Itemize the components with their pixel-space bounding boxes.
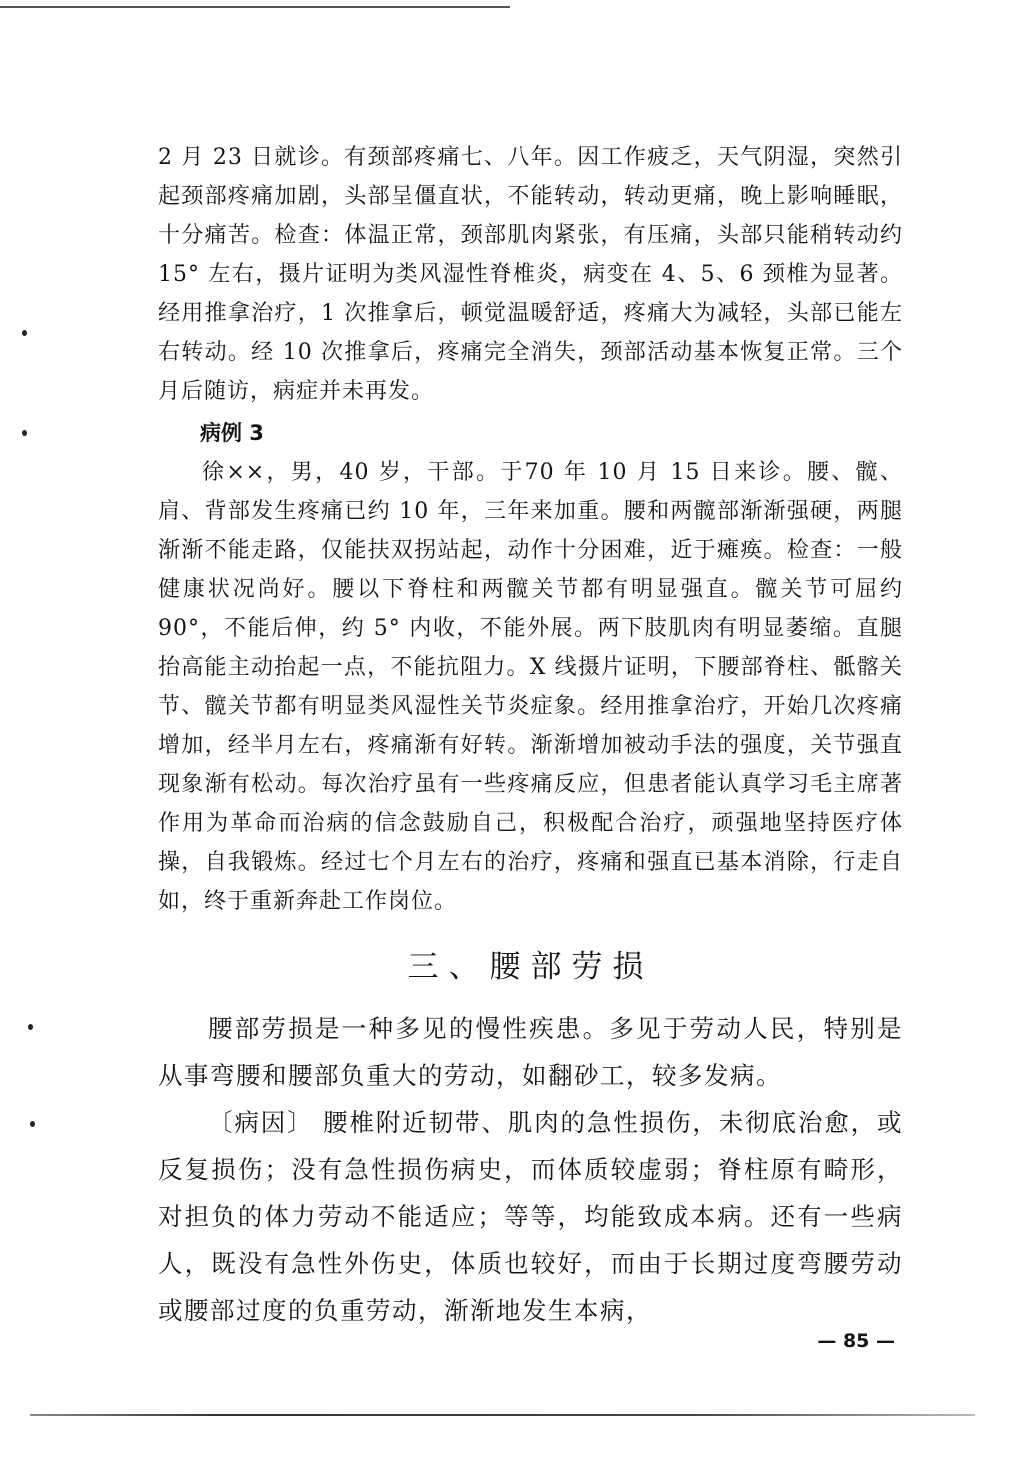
section-intro-paragraph: 腰部劳损是一种多见的慢性疾患。多见于劳动人民，特别是从事弯腰和腰部负重大的劳动，如翻砂工，较多发病。 <box>158 1014 903 1090</box>
scan-speck <box>28 1024 33 1030</box>
page-body <box>158 138 903 1334</box>
scan-speck <box>30 1121 35 1127</box>
bottom-scan-rule <box>30 1414 975 1416</box>
section-heading: 三、腰部劳损 <box>407 949 654 985</box>
case3-title: 病例 3 <box>200 421 264 445</box>
page-number: — 85 — <box>817 1330 895 1352</box>
scan-speck <box>22 330 27 336</box>
scan-speck <box>22 430 27 436</box>
case2-continuation-paragraph: 2 月 23 日就诊。有颈部疼痛七、八年。因工作疲乏，天气阴湿，突然引起颈部疼痛加剧，头部呈僵直状，不能转动，转动更痛，晚上影响睡眠，十分痛苦。检查：体温正常，颈部肌肉紧张，有压痛，头部只能稍转动约 15° 左右，摄片证明为类风湿性脊椎炎，病变在 4、5、6 颈椎为显著。经用推拿治疗，1 次推拿后，顿觉温暖舒适，疼痛大为减轻，头部已能左右转动。经 10 次推拿后，疼痛完全消失，颈部活动基本恢复正常。三个月后随访，病症并未再发。 <box>158 145 903 404</box>
case3-paragraph: 徐××，男，40 岁，干部。于70 年 10 月 15 日来诊。腰、髋、肩、背部发生疼痛已约 10 年，三年来加重。腰和两髋部渐渐强硬，两腿渐渐不能走路，仅能扶双拐站起，动作十分困难，近于瘫痪。检查：一般健康状况尚好。腰以下脊柱和两髋关节都有明显强直。髋关节可屈约 90°，不能后伸，约 5° 内收，不能外展。两下肢肌肉有明显萎缩。直腿抬高能主动抬起一点，不能抗阻力。X 线摄片证明，下腰部脊柱、骶髂关节、髋关节都有明显类风湿性关节炎症象。经用推拿治疗，开始几次疼痛增加，经半月左右，疼痛渐有好转。渐渐增加被动手法的强度，关节强直现象渐有松动。每次治疗虽有一些疼痛反应，但患者能认真学习毛主席著作用为革命而治病的信念鼓励自己，积极配合治疗，顽强地坚持医疗体操，自我锻炼。经过七个月左右的治疗，疼痛和强直已基本消除，行走自如，终于重新奔赴工作岗位。 <box>158 460 903 914</box>
section-cause-paragraph: 〔病因〕 腰椎附近韧带、肌肉的急性损伤，未彻底治愈，或反复损伤；没有急性损伤病史，而体质较虚弱；脊柱原有畸形，对担负的体力劳动不能适应；等等，均能致成本病。还有一些病人，既没有急性外伤史，体质也较好，而由于长期过度弯腰劳动或腰部过度的负重劳动，渐渐地发生本病， <box>158 1108 903 1325</box>
top-scan-rule <box>0 6 510 8</box>
